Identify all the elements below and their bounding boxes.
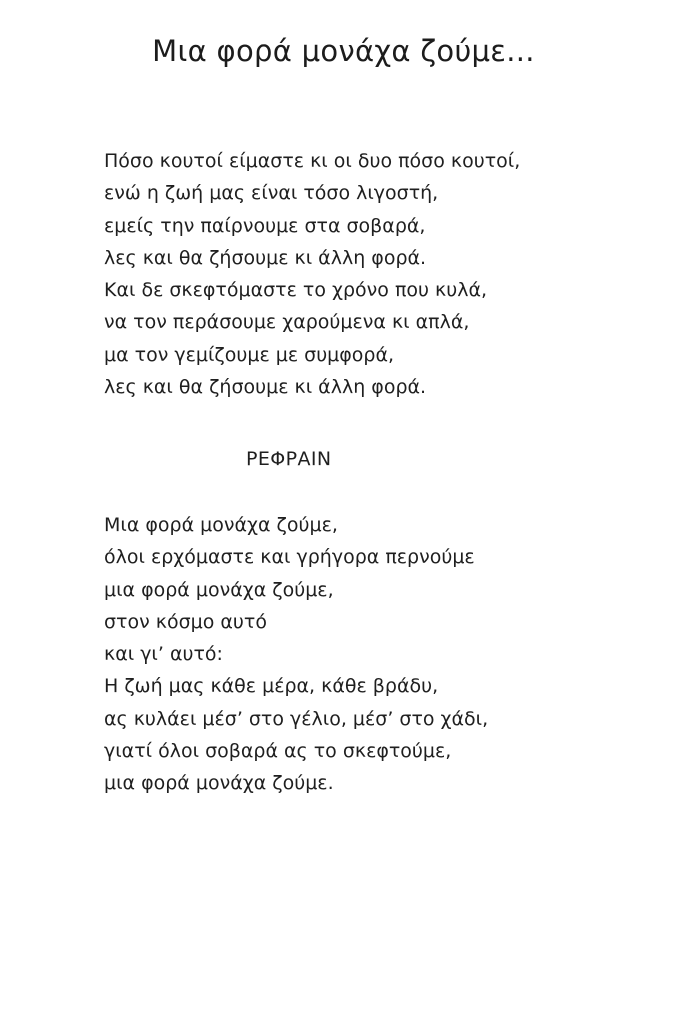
refrain-line: και γι’ αυτό: — [104, 643, 223, 666]
refrain-line: μια φορά μονάχα ζούμε, — [104, 578, 334, 601]
refrain-line: Η ζωή μας κάθε μέρα, κάθε βράδυ, — [104, 675, 439, 698]
refrain-line: στον κόσμο αυτό — [104, 610, 267, 633]
refrain-stanza — [104, 509, 488, 800]
verse-line: ενώ η ζωή μας είναι τόσο λιγοστή, — [104, 182, 439, 205]
refrain-line: ας κυλάει μέσ’ στο γέλιο, μέσ’ στο χάδι, — [104, 707, 489, 730]
poem-title: Μια φορά μονάχα ζούμε... — [152, 34, 535, 68]
refrain-line: Μια φορά μονάχα ζούμε, — [104, 514, 338, 536]
refrain-heading: ΡΕΦΡΑΙΝ — [246, 448, 332, 470]
verse-line: να τον περάσουμε χαρούμενα κι απλά, — [104, 311, 470, 334]
verse-line: μα τον γεμίζουμε με συμφορά, — [104, 343, 395, 366]
verse-stanza — [104, 145, 520, 403]
verse-line: Πόσο κουτοί είμαστε κι οι δυο πόσο κουτοί, — [104, 150, 521, 172]
verse-line: λες και θα ζήσουμε κι άλλη φορά. — [104, 376, 427, 399]
refrain-line: όλοι ερχόμαστε και γρήγορα περνούμε — [104, 546, 475, 569]
verse-line: Και δε σκεφτόμαστε το χρόνο που κυλά, — [104, 279, 488, 302]
refrain-line: μια φορά μονάχα ζούμε. — [104, 772, 334, 795]
verse-line: εμείς την παίρνουμε στα σοβαρά, — [104, 214, 426, 237]
refrain-line: γιατί όλοι σοβαρά ας το σκεφτούμε, — [104, 740, 452, 763]
verse-line: λες και θα ζήσουμε κι άλλη φορά. — [104, 246, 427, 269]
